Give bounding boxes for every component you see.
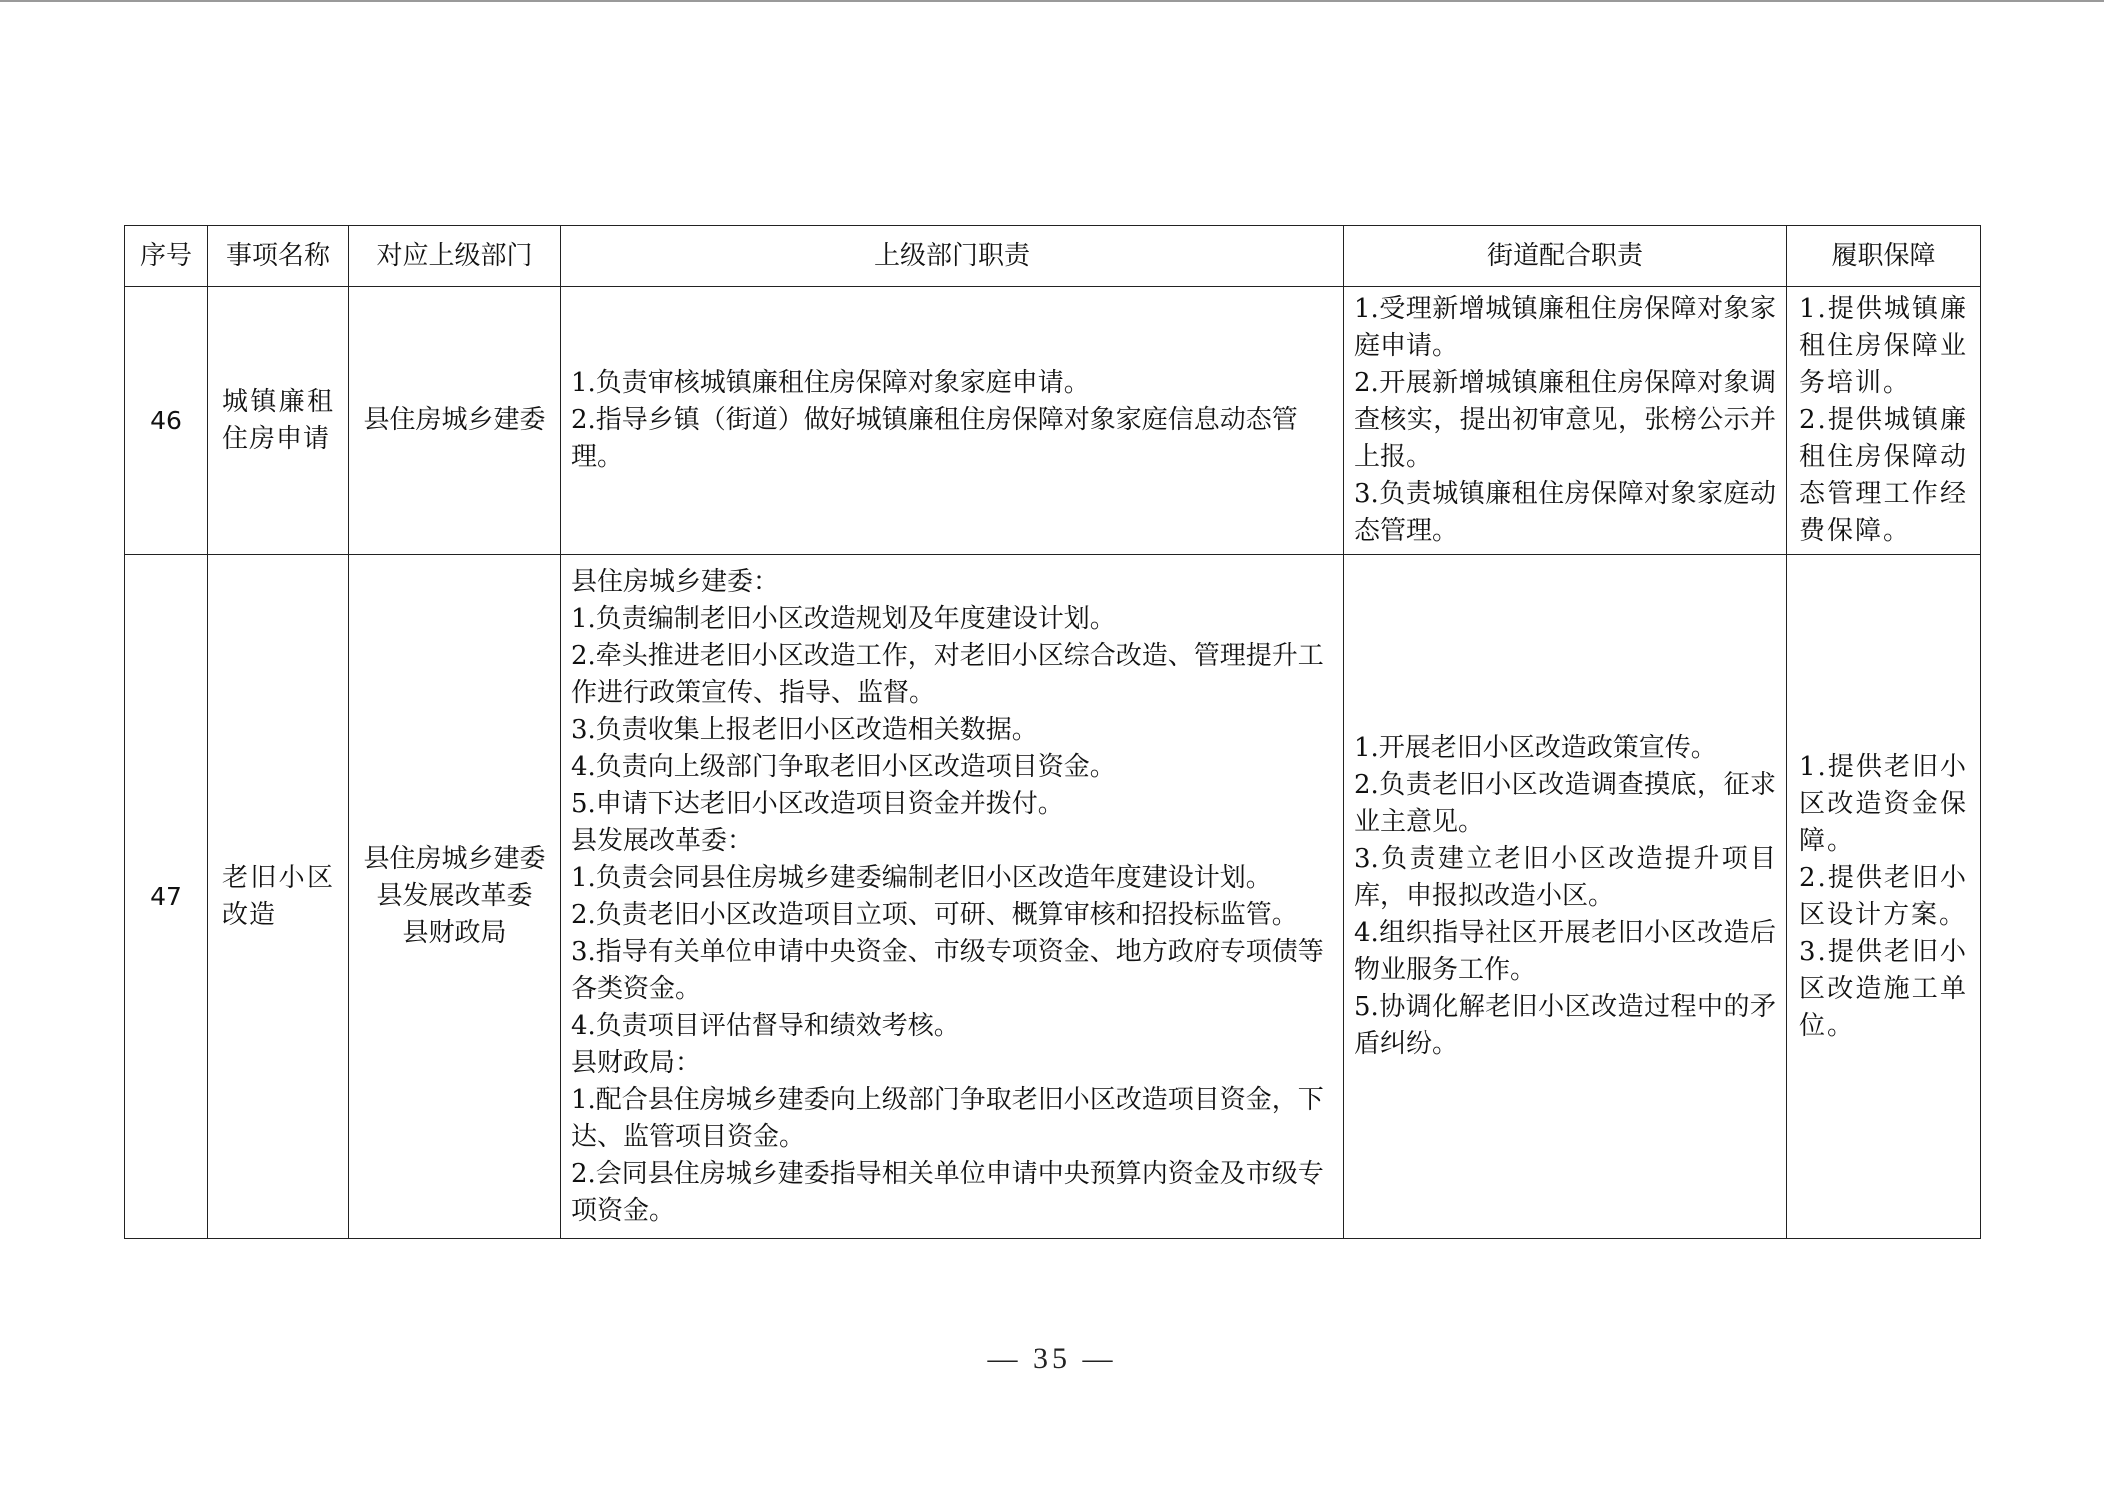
duty-line: 县财政局： — [571, 1047, 702, 1078]
header-guarantees: 履职保障 — [1787, 226, 1981, 287]
row-guarantees — [1787, 287, 1981, 555]
table-row — [125, 555, 1981, 1239]
duty-line: 1.开展老旧小区改造政策宣传。 — [1354, 733, 1717, 763]
header-item-name: 事项名称 — [208, 226, 349, 287]
table-row — [125, 287, 1981, 555]
row-street-duties — [1344, 555, 1787, 1239]
duty-table — [124, 225, 1981, 1239]
guarantee-line: 2.提供城镇廉租住房保障动态管理工作经费保障。 — [1799, 405, 1968, 546]
department-line: 县发展改革委 — [376, 881, 533, 911]
row-serial-number: 46 — [125, 287, 208, 555]
row-superior-duties — [561, 555, 1344, 1239]
page-number: — 35 — — [987, 1342, 1117, 1375]
duty-line: 1.配合县住房城乡建委向上级部门争取老旧小区改造项目资金，下达、监管项目资金。 — [571, 1084, 1324, 1152]
duty-line: 1.负责审核城镇廉租住房保障对象家庭申请。 — [571, 368, 1090, 398]
duty-line: 1.受理新增城镇廉租住房保障对象家庭申请。 — [1354, 294, 1776, 361]
row-superior-department — [349, 555, 561, 1239]
duty-line: 县住房城乡建委： — [571, 566, 780, 597]
duty-line: 5.协调化解老旧小区改造过程中的矛盾纠纷。 — [1354, 992, 1776, 1059]
row-guarantees — [1787, 555, 1981, 1239]
row-item-name: 城镇廉租住房申请 — [208, 287, 349, 555]
duty-line: 5.申请下达老旧小区改造项目资金并拨付。 — [571, 788, 1064, 819]
duty-line: 3.负责收集上报老旧小区改造相关数据。 — [571, 714, 1038, 745]
duty-line: 2.负责老旧小区改造调查摸底，征求业主意见。 — [1354, 770, 1776, 837]
duty-line: 4.负责向上级部门争取老旧小区改造项目资金。 — [571, 751, 1116, 782]
department-line: 县住房城乡建委 — [363, 844, 546, 874]
duty-line: 1.负责编制老旧小区改造规划及年度建设计划。 — [571, 603, 1116, 634]
department-line: 县住房城乡建委 — [363, 405, 546, 435]
header-superior-department: 对应上级部门 — [349, 226, 561, 287]
duty-line: 2.牵头推进老旧小区改造工作，对老旧小区综合改造、管理提升工作进行政策宣传、指导、监督。 — [571, 640, 1324, 708]
header-serial-number: 序号 — [125, 226, 208, 287]
page-top-border — [0, 0, 2104, 2]
table-header-row — [125, 226, 1981, 287]
department-line: 县财政局 — [402, 918, 507, 948]
row-superior-duties — [561, 287, 1344, 555]
header-street-duties: 街道配合职责 — [1344, 226, 1787, 287]
duty-line: 4.组织指导社区开展老旧小区改造后物业服务工作。 — [1354, 918, 1776, 985]
guarantee-line: 3.提供老旧小区改造施工单位。 — [1799, 936, 1968, 1041]
duty-line: 2.开展新增城镇廉租住房保障对象调查核实，提出初审意见，张榜公示并上报。 — [1354, 368, 1776, 472]
row-street-duties — [1344, 287, 1787, 555]
guarantee-line: 1.提供城镇廉租住房保障业务培训。 — [1799, 294, 1968, 398]
guarantee-line: 2.提供老旧小区设计方案。 — [1799, 862, 1968, 930]
row-superior-department — [349, 287, 561, 555]
duty-line: 3.指导有关单位申请中央资金、市级专项资金、地方政府专项债等各类资金。 — [571, 936, 1324, 1004]
guarantee-line: 1.提供老旧小区改造资金保障。 — [1799, 751, 1968, 856]
duty-line: 2.指导乡镇（街道）做好城镇廉租住房保障对象家庭信息动态管理。 — [571, 405, 1298, 472]
row-serial-number: 47 — [125, 555, 208, 1239]
duty-line: 2.负责老旧小区改造项目立项、可研、概算审核和招投标监管。 — [571, 899, 1298, 930]
header-superior-duties: 上级部门职责 — [561, 226, 1344, 287]
duty-line: 1.负责会同县住房城乡建委编制老旧小区改造年度建设计划。 — [571, 862, 1272, 893]
duty-line: 3.负责建立老旧小区改造提升项目库，申报拟改造小区。 — [1354, 844, 1776, 911]
duty-line: 3.负责城镇廉租住房保障对象家庭动态管理。 — [1354, 479, 1776, 546]
duty-line: 4.负责项目评估督导和绩效考核。 — [571, 1010, 960, 1041]
row-item-name: 老旧小区改造 — [208, 555, 349, 1239]
duty-line: 2.会同县住房城乡建委指导相关单位申请中央预算内资金及市级专项资金。 — [571, 1158, 1324, 1226]
duty-line: 县发展改革委： — [571, 825, 754, 856]
